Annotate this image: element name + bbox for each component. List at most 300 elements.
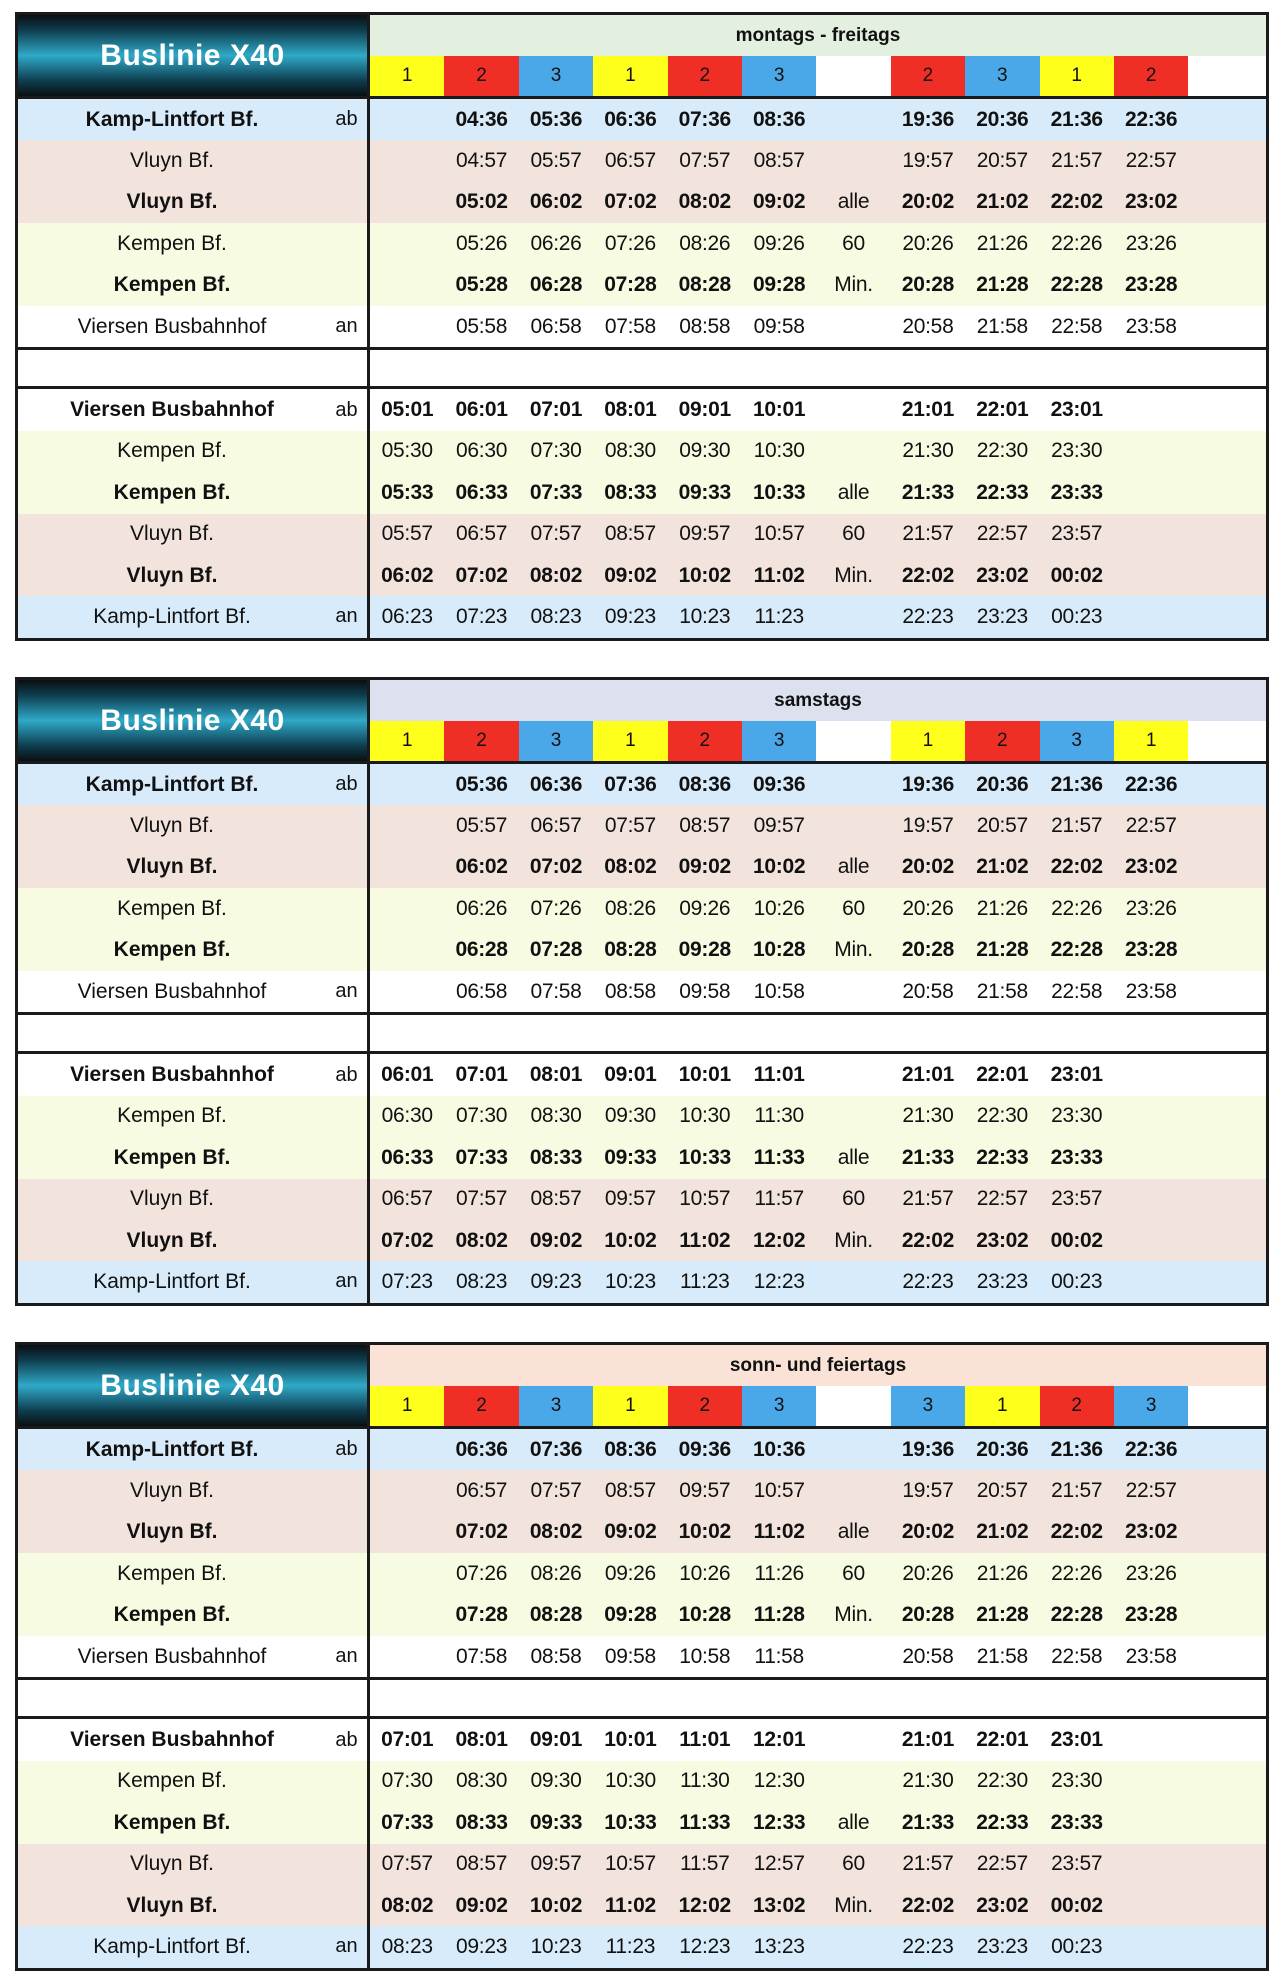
variant-cell: 2	[891, 56, 965, 96]
timetable-row	[18, 971, 1266, 1012]
departure-time: 21:30	[902, 1104, 954, 1128]
stop-name: Vluyn Bf.	[129, 1479, 215, 1503]
variant-cell: 3	[742, 721, 816, 761]
stop-name: Vluyn Bf.	[129, 1187, 215, 1211]
departure-time: 07:33	[381, 1810, 434, 1834]
block-separator	[18, 1677, 1266, 1719]
departure-time: 07:28	[604, 273, 657, 297]
departure-time: 20:28	[901, 938, 955, 962]
departure-time: 22:26	[1051, 231, 1103, 255]
timetable-row	[18, 555, 1266, 596]
departure-time: 23:58	[1125, 314, 1177, 338]
departure-time: 21:01	[901, 1728, 955, 1752]
departure-time: 21:26	[976, 896, 1028, 920]
return-block	[18, 1719, 1266, 1967]
departure-time: 08:23	[381, 1934, 433, 1958]
departure-time: 07:57	[456, 1187, 508, 1211]
departure-time: 11:58	[754, 1644, 804, 1668]
stop-name: Kempen Bf.	[117, 1104, 227, 1128]
departure-time: 23:26	[1125, 1561, 1177, 1585]
departure-time: 21:57	[902, 1852, 954, 1876]
departure-time: 22:30	[976, 1769, 1028, 1793]
departure-time: 05:30	[381, 439, 433, 463]
departure-time: 23:02	[1124, 190, 1178, 214]
departure-time: 11:23	[680, 1269, 730, 1293]
departure-time: 08:23	[530, 604, 582, 628]
direction-label	[326, 140, 370, 181]
departure-time: 08:57	[530, 1187, 582, 1211]
variant-cell: 3	[891, 1386, 965, 1426]
departure-time: 09:57	[679, 1479, 731, 1503]
departure-time: 10:57	[604, 1852, 656, 1876]
departure-time: 20:02	[901, 855, 955, 879]
departure-time: 21:01	[901, 1063, 955, 1087]
departure-time: 07:28	[455, 1603, 508, 1627]
line-title: Buslinie X40	[100, 38, 285, 72]
departure-time: 21:02	[976, 1520, 1029, 1544]
interval-note: Min.	[834, 938, 873, 962]
variant-cell: 3	[1114, 1386, 1188, 1426]
separator-left	[18, 1015, 370, 1051]
departure-time: 10:57	[753, 1479, 805, 1503]
departure-time: 22:01	[976, 398, 1029, 422]
interval-note: 60	[842, 522, 865, 546]
departure-time: 06:33	[455, 480, 508, 504]
departure-time: 07:26	[604, 231, 656, 255]
departure-time: 19:57	[902, 149, 954, 173]
departure-time: 22:36	[1124, 772, 1178, 796]
departure-time: 23:57	[1051, 1187, 1103, 1211]
direction-label	[326, 1220, 370, 1261]
departure-time: 21:36	[1050, 1437, 1103, 1461]
variant-cell: 1	[965, 1386, 1039, 1426]
departure-time: 08:58	[530, 1644, 582, 1668]
departure-time: 10:02	[678, 1520, 731, 1544]
departure-time: 06:01	[381, 1063, 434, 1087]
departure-time: 23:02	[1124, 855, 1178, 879]
departure-time: 22:57	[976, 1187, 1028, 1211]
variant-cell: 2	[444, 1386, 518, 1426]
departure-time: 09:23	[604, 604, 656, 628]
departure-time: 11:02	[753, 1520, 805, 1544]
timetable-row	[18, 596, 1266, 637]
departure-time: 08:02	[455, 1228, 508, 1252]
variant-cell	[816, 721, 890, 761]
variant-cell: 2	[668, 1386, 742, 1426]
departure-time: 23:02	[1124, 1520, 1178, 1544]
direction-label: ab	[326, 389, 370, 430]
departure-time: 11:57	[754, 1187, 804, 1211]
departure-time: 19:57	[902, 814, 954, 838]
departure-time: 23:57	[1051, 522, 1103, 546]
departure-time: 09:26	[679, 896, 731, 920]
stop-name: Viersen Busbahnhof	[77, 1644, 267, 1668]
departure-time: 10:30	[679, 1104, 731, 1128]
timetable-row	[18, 1553, 1266, 1594]
departure-time: 09:02	[529, 1228, 583, 1252]
departure-time: 23:23	[976, 1934, 1028, 1958]
departure-time: 10:02	[604, 1228, 657, 1252]
stop-name: Viersen Busbahnhof	[77, 314, 267, 338]
departure-time: 06:02	[529, 190, 583, 214]
timetable-row	[18, 1470, 1266, 1511]
timetable-row	[18, 805, 1266, 846]
departure-time: 00:23	[1051, 1269, 1103, 1293]
departure-time: 06:02	[455, 855, 508, 879]
departure-time: 21:02	[976, 855, 1029, 879]
variant-cell: 3	[519, 1386, 593, 1426]
timetable-row	[18, 1802, 1266, 1843]
interval-note: alle	[837, 190, 870, 214]
stop-name: Kempen Bf.	[113, 1810, 231, 1834]
departure-time: 23:33	[1050, 1145, 1103, 1169]
timetable-row	[18, 182, 1266, 223]
departure-time: 07:30	[456, 1104, 508, 1128]
departure-time: 23:01	[1050, 398, 1103, 422]
departure-time: 09:58	[679, 979, 731, 1003]
departure-time: 08:36	[753, 107, 806, 131]
interval-note: 60	[842, 1561, 865, 1585]
outbound-block	[18, 764, 1266, 1012]
departure-time: 05:02	[455, 190, 508, 214]
stop-name: Kempen Bf.	[113, 480, 231, 504]
departure-time: 10:58	[753, 979, 805, 1003]
departure-time: 07:01	[529, 398, 583, 422]
departure-time: 22:02	[1050, 190, 1103, 214]
timetable-row	[18, 930, 1266, 971]
departure-time: 23:02	[976, 563, 1029, 587]
departure-time: 21:36	[1050, 107, 1103, 131]
departure-time: 07:36	[678, 107, 731, 131]
departure-time: 22:28	[1050, 1603, 1103, 1627]
departure-time: 20:26	[902, 896, 954, 920]
departure-time: 21:01	[901, 398, 955, 422]
variant-cell: 2	[668, 721, 742, 761]
departure-time: 11:02	[679, 1228, 731, 1252]
interval-note: 60	[842, 1852, 865, 1876]
stop-name: Kempen Bf.	[113, 273, 231, 297]
departure-time: 21:58	[976, 979, 1028, 1003]
departure-time: 12:02	[678, 1893, 731, 1917]
departure-time: 12:23	[679, 1934, 731, 1958]
timetable-row	[18, 847, 1266, 888]
departure-time: 00:02	[1050, 1228, 1103, 1252]
departure-time: 20:36	[976, 1437, 1029, 1461]
departure-time: 05:57	[456, 814, 508, 838]
variant-cell: 3	[742, 56, 816, 96]
direction-label	[326, 1885, 370, 1926]
timetable-row	[18, 1512, 1266, 1553]
variant-cell: 2	[1114, 56, 1188, 96]
departure-time: 07:33	[529, 480, 583, 504]
departure-time: 09:26	[753, 231, 805, 255]
departure-time: 08:02	[604, 855, 657, 879]
departure-time: 10:30	[753, 439, 805, 463]
departure-time: 09:01	[604, 1063, 657, 1087]
departure-time: 10:36	[753, 1437, 806, 1461]
departure-time: 21:57	[902, 522, 954, 546]
departure-time: 22:23	[902, 604, 954, 628]
departure-time: 07:28	[529, 938, 583, 962]
direction-label: an	[326, 1636, 370, 1677]
departure-time: 09:36	[753, 772, 806, 796]
departure-time: 22:57	[1125, 814, 1177, 838]
timetable-header	[18, 1345, 1266, 1429]
timetable-row	[18, 1429, 1266, 1470]
departure-time: 20:57	[976, 149, 1028, 173]
departure-time: 09:30	[530, 1769, 582, 1793]
departure-time: 23:23	[976, 604, 1028, 628]
departure-time: 08:23	[456, 1269, 508, 1293]
direction-label	[326, 1553, 370, 1594]
variant-row	[370, 56, 1266, 96]
departure-time: 22:58	[1051, 314, 1103, 338]
departure-time: 07:58	[530, 979, 582, 1003]
departure-time: 10:26	[679, 1561, 731, 1585]
timetable-row	[18, 1885, 1266, 1926]
stop-name: Kamp-Lintfort Bf.	[85, 107, 259, 131]
direction-label	[326, 805, 370, 846]
stop-name: Viersen Busbahnhof	[77, 979, 267, 1003]
stop-name: Kempen Bf.	[117, 439, 227, 463]
departure-time: 00:23	[1051, 604, 1103, 628]
direction-label	[326, 1179, 370, 1220]
direction-label: ab	[326, 99, 370, 140]
departure-time: 11:26	[754, 1561, 804, 1585]
departure-time: 09:57	[604, 1187, 656, 1211]
departure-time: 08:01	[455, 1728, 508, 1752]
direction-label: an	[326, 306, 370, 347]
departure-time: 06:58	[530, 314, 582, 338]
timetable-row	[18, 764, 1266, 805]
departure-time: 06:57	[604, 149, 656, 173]
timetable-row	[18, 1719, 1266, 1760]
interval-note: 60	[842, 231, 865, 255]
departure-time: 06:33	[381, 1145, 434, 1169]
interval-note: Min.	[834, 1228, 873, 1252]
departure-time: 09:02	[455, 1893, 508, 1917]
departure-time: 21:28	[976, 273, 1029, 297]
departure-time: 09:28	[604, 1603, 657, 1627]
departure-time: 09:58	[604, 1644, 656, 1668]
timetable-3	[15, 1342, 1269, 1971]
interval-note: Min.	[834, 1603, 873, 1627]
departure-time: 00:23	[1051, 1934, 1103, 1958]
departure-time: 23:28	[1124, 273, 1178, 297]
departure-time: 05:57	[530, 149, 582, 173]
departure-time: 00:02	[1050, 563, 1103, 587]
departure-time: 09:30	[604, 1104, 656, 1128]
departure-time: 19:36	[901, 772, 955, 796]
departure-time: 08:30	[530, 1104, 582, 1128]
departure-time: 06:58	[456, 979, 508, 1003]
interval-note: Min.	[834, 273, 873, 297]
departure-time: 22:30	[976, 1104, 1028, 1128]
departure-time: 00:02	[1050, 1893, 1103, 1917]
departure-time: 23:30	[1051, 439, 1103, 463]
departure-time: 10:23	[679, 604, 731, 628]
departure-time: 05:33	[381, 480, 434, 504]
departure-time: 22:02	[901, 1228, 955, 1252]
direction-label	[326, 1802, 370, 1843]
departure-time: 07:33	[455, 1145, 508, 1169]
departure-time: 09:02	[604, 563, 657, 587]
variant-row	[370, 1386, 1266, 1426]
departure-time: 08:02	[381, 1893, 434, 1917]
variant-cell: 1	[1114, 721, 1188, 761]
departure-time: 23:26	[1125, 896, 1177, 920]
direction-label	[326, 265, 370, 306]
timetable-row	[18, 99, 1266, 140]
departure-time: 20:58	[902, 1644, 954, 1668]
timetable-2	[15, 677, 1269, 1306]
departure-time: 10:26	[753, 896, 805, 920]
departure-time: 10:01	[753, 398, 806, 422]
departure-time: 11:02	[604, 1893, 656, 1917]
direction-label	[326, 555, 370, 596]
day-label: montags - freitags	[370, 15, 1266, 56]
variant-cell: 1	[593, 56, 667, 96]
direction-label	[326, 1470, 370, 1511]
departure-time: 07:58	[456, 1644, 508, 1668]
departure-time: 09:57	[530, 1852, 582, 1876]
timetable-row	[18, 1844, 1266, 1885]
stop-name: Kempen Bf.	[117, 1561, 227, 1585]
direction-label	[326, 182, 370, 223]
departure-time: 22:26	[1051, 1561, 1103, 1585]
departure-time: 23:30	[1051, 1769, 1103, 1793]
departure-time: 08:36	[678, 772, 731, 796]
departure-time: 05:58	[456, 314, 508, 338]
stop-name: Kempen Bf.	[117, 231, 227, 255]
departure-time: 07:02	[455, 563, 508, 587]
departure-time: 21:33	[901, 1810, 955, 1834]
interval-note: 60	[842, 1187, 865, 1211]
departure-time: 23:02	[976, 1228, 1029, 1252]
separator-left	[18, 1680, 370, 1716]
departure-time: 09:30	[679, 439, 731, 463]
departure-time: 21:02	[976, 190, 1029, 214]
direction-label	[326, 1512, 370, 1553]
stop-name: Vluyn Bf.	[126, 1893, 218, 1917]
variant-cell	[816, 56, 890, 96]
stop-name: Vluyn Bf.	[126, 190, 218, 214]
departure-time: 07:57	[604, 814, 656, 838]
departure-time: 12:01	[753, 1728, 806, 1752]
departure-time: 21:57	[1051, 814, 1103, 838]
departure-time: 08:02	[678, 190, 731, 214]
stop-name: Kempen Bf.	[117, 1769, 227, 1793]
departure-time: 07:02	[604, 190, 657, 214]
timetable-row	[18, 1261, 1266, 1302]
departure-time: 21:58	[976, 314, 1028, 338]
timetable-1	[15, 12, 1269, 641]
departure-time: 10:02	[529, 1893, 583, 1917]
departure-time: 08:58	[679, 314, 731, 338]
departure-time: 10:57	[753, 522, 805, 546]
stop-name: Vluyn Bf.	[129, 814, 215, 838]
direction-label: an	[326, 971, 370, 1012]
departure-time: 10:57	[679, 1187, 731, 1211]
departure-time: 08:30	[456, 1769, 508, 1793]
departure-time: 08:26	[604, 896, 656, 920]
departure-time: 11:30	[754, 1104, 804, 1128]
departure-time: 09:58	[753, 314, 805, 338]
departure-time: 22:02	[1050, 855, 1103, 879]
departure-time: 07:23	[456, 604, 508, 628]
direction-label: ab	[326, 1429, 370, 1470]
timetable-row	[18, 472, 1266, 513]
departure-time: 07:30	[530, 439, 582, 463]
direction-label	[326, 1844, 370, 1885]
stop-name: Viersen Busbahnhof	[70, 398, 274, 422]
timetable-row	[18, 1054, 1266, 1095]
line-title-box	[18, 680, 370, 761]
departure-time: 20:28	[901, 1603, 955, 1627]
departure-time: 13:23	[753, 1934, 805, 1958]
variant-cell	[816, 1386, 890, 1426]
departure-time: 08:26	[679, 231, 731, 255]
departure-time: 10:01	[604, 1728, 657, 1752]
departure-time: 12:57	[753, 1852, 805, 1876]
direction-label	[326, 431, 370, 472]
direction-label: an	[326, 1926, 370, 1967]
timetable-header	[18, 15, 1266, 99]
departure-time: 11:01	[679, 1728, 731, 1752]
departure-time: 05:57	[381, 522, 433, 546]
direction-label: ab	[326, 1054, 370, 1095]
stop-name: Vluyn Bf.	[129, 149, 215, 173]
departure-time: 10:58	[679, 1644, 731, 1668]
departure-time: 10:33	[678, 1145, 731, 1169]
departure-time: 11:23	[605, 1934, 656, 1958]
departure-time: 11:33	[679, 1810, 731, 1834]
departure-time: 08:28	[529, 1603, 583, 1627]
direction-label	[326, 472, 370, 513]
departure-time: 21:30	[902, 1769, 954, 1793]
departure-time: 08:58	[604, 979, 656, 1003]
departure-time: 10:01	[678, 1063, 731, 1087]
departure-time: 04:57	[456, 149, 508, 173]
direction-label	[326, 1137, 370, 1178]
line-title: Buslinie X40	[100, 1368, 285, 1402]
day-header	[370, 15, 1266, 96]
departure-time: 05:01	[381, 398, 434, 422]
departure-time: 20:26	[902, 231, 954, 255]
departure-time: 21:57	[1051, 149, 1103, 173]
departure-time: 11:02	[753, 563, 805, 587]
timetable-row	[18, 888, 1266, 929]
departure-time: 06:01	[455, 398, 508, 422]
variant-cell	[1188, 56, 1262, 96]
stop-name: Kempen Bf.	[113, 938, 231, 962]
timetable-row	[18, 514, 1266, 555]
stop-name: Viersen Busbahnhof	[70, 1728, 274, 1752]
departure-time: 13:02	[753, 1893, 806, 1917]
departure-time: 07:57	[530, 1479, 582, 1503]
departure-time: 10:23	[604, 1269, 656, 1293]
line-title-box	[18, 1345, 370, 1426]
departure-time: 05:36	[455, 772, 508, 796]
outbound-block	[18, 99, 1266, 347]
variant-cell	[1188, 721, 1262, 761]
departure-time: 06:57	[456, 1479, 508, 1503]
direction-label	[326, 847, 370, 888]
departure-time: 06:28	[455, 938, 508, 962]
direction-label: an	[326, 596, 370, 637]
departure-time: 08:02	[529, 1520, 583, 1544]
departure-time: 22:57	[976, 522, 1028, 546]
